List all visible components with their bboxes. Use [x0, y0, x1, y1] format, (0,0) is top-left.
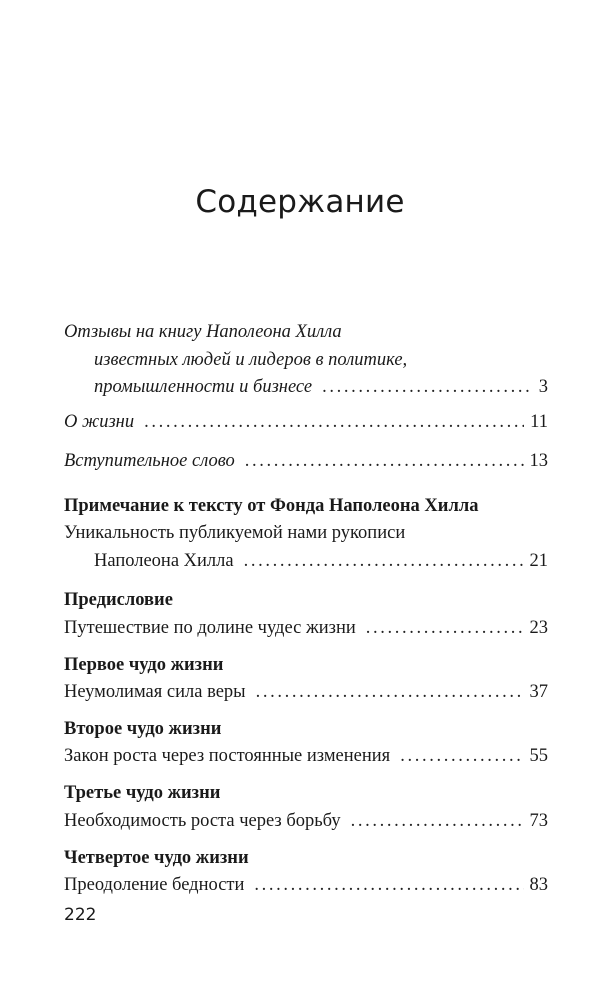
section-subtitle-line2[interactable]	[64, 550, 548, 572]
toc-entry-reviews-line1	[64, 321, 548, 343]
section-subtitle-line1	[64, 522, 548, 544]
section-subtitle[interactable]	[64, 681, 548, 703]
page-number: 73	[529, 811, 548, 831]
toc-entry-text: Уникальность публикуемой нами рукописи	[64, 523, 406, 543]
section-heading: Третье чудо жизни	[64, 783, 221, 803]
section-subtitle[interactable]	[64, 617, 548, 639]
section-heading: Примечание к тексту от Фонда Наполеона Хилла	[64, 496, 479, 516]
page-number: 21	[529, 551, 548, 571]
page-number: 37	[529, 682, 548, 702]
toc-entry-text: Наполеона Хилла	[94, 551, 234, 571]
dot-leader	[351, 810, 524, 832]
toc-entry-text: О жизни	[64, 412, 135, 432]
section-heading-third-miracle	[64, 782, 548, 804]
toc-entry-about-life[interactable]	[64, 411, 548, 433]
page-number: 3	[538, 377, 548, 397]
section-heading-second-miracle	[64, 718, 548, 740]
toc-entry-reviews-line3[interactable]	[64, 376, 548, 398]
toc-entry-text: Путешествие по долине чудес жизни	[64, 618, 356, 638]
dot-leader	[366, 617, 524, 639]
toc-entry-text: Преодоление бедности	[64, 875, 245, 895]
folio-page-number: 222	[64, 905, 97, 925]
toc-entry-text: Отзывы на книгу Наполеона Хилла	[64, 322, 342, 342]
section-heading-foundation-note	[64, 495, 548, 517]
section-heading: Предисловие	[64, 590, 173, 610]
page-number: 23	[529, 618, 548, 638]
section-heading-fourth-miracle	[64, 847, 548, 869]
page-number: 11	[530, 412, 548, 432]
toc-entry-reviews-line2	[64, 349, 548, 371]
section-heading: Четвертое чудо жизни	[64, 848, 249, 868]
page-number: 55	[529, 746, 548, 766]
dot-leader	[400, 745, 523, 767]
dot-leader	[144, 411, 524, 433]
toc-entry-text: Закон роста через постоянные изменения	[64, 746, 391, 766]
toc-entry-text: известных людей и лидеров в политике,	[94, 350, 408, 370]
section-heading: Второе чудо жизни	[64, 719, 222, 739]
dot-leader	[322, 376, 533, 398]
page-number: 13	[529, 451, 548, 471]
toc-entry-text: промышленности и бизнесе	[94, 377, 313, 397]
section-subtitle[interactable]	[64, 874, 548, 896]
page-number: 83	[529, 875, 548, 895]
section-heading-first-miracle	[64, 654, 548, 676]
dot-leader	[244, 550, 524, 572]
section-subtitle[interactable]	[64, 810, 548, 832]
page-title: Содержание	[195, 184, 405, 220]
dot-leader	[256, 681, 524, 703]
toc-entry-text: Вступительное слово	[64, 451, 235, 471]
section-subtitle[interactable]	[64, 745, 548, 767]
dot-leader	[254, 874, 523, 896]
section-heading-preface	[64, 589, 548, 611]
section-heading: Первое чудо жизни	[64, 655, 224, 675]
dot-leader	[245, 450, 524, 472]
toc-entry-introduction[interactable]	[64, 450, 548, 472]
toc-entry-text: Неумолимая сила веры	[64, 682, 246, 702]
toc-entry-text: Необходимость роста через борьбу	[64, 811, 341, 831]
